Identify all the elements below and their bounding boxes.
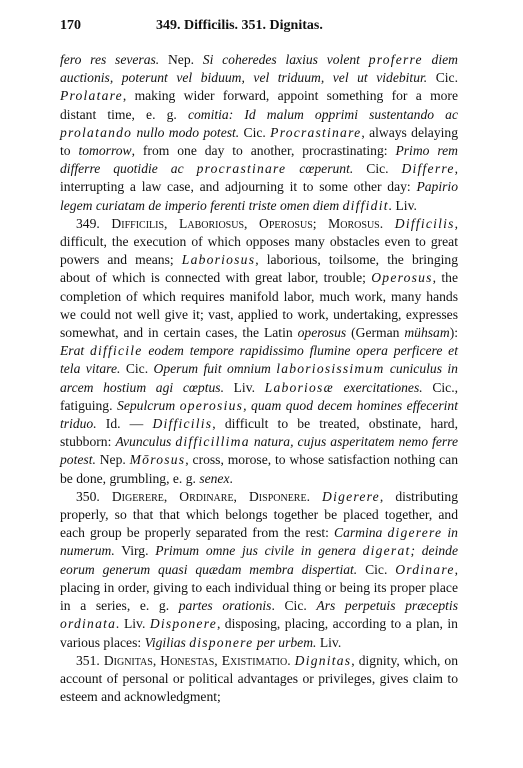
text-run: Id. — bbox=[96, 416, 153, 432]
spaced-latin-term: procrastinare bbox=[196, 161, 287, 177]
text-run: Nep. bbox=[159, 52, 203, 67]
text-run: Liv. bbox=[223, 379, 265, 395]
spaced-latin-term: difficile bbox=[90, 343, 143, 359]
italic-text: Papirio legem curiatam de imperio ferenti triste omen diem bbox=[60, 179, 458, 213]
italic-text: diem auctionis, poterunt vel biduum, vel triduum, vel ut videbitur. bbox=[60, 52, 458, 86]
text-run: , dignity, which, on account of personal or political advantages or privileges, gives claim to esteem and acknowledgment; bbox=[60, 652, 459, 705]
spaced-latin-term: difficillima bbox=[175, 434, 250, 450]
spaced-latin-term: Operosus bbox=[371, 270, 433, 286]
spaced-latin-term: ordinata bbox=[60, 616, 117, 632]
spaced-latin-term: digerat bbox=[362, 543, 411, 559]
text-run: , interrupting a law case, and adjourning it to some other day: bbox=[60, 161, 459, 195]
text-run: , the completion of which requires manifold labor, much work, many hands we could not well give it; vast, applied to work, undertaking, expresses somewhat, and in certain cases, the Latin bbox=[60, 270, 459, 341]
italic-text: Si coheredes laxius volent bbox=[202, 52, 369, 67]
small-caps-heading: Digerere, Ordinare, Disponere. bbox=[111, 488, 310, 504]
italic-text: Primo rem differre quotidie ac bbox=[60, 143, 458, 177]
spaced-latin-term: Prolatare bbox=[60, 88, 123, 104]
spaced-latin-term: laboriosissimum bbox=[276, 361, 385, 377]
spaced-latin-term: Difficilis bbox=[152, 416, 213, 432]
text-run: Cic. bbox=[353, 161, 402, 177]
spaced-latin-term: Procrastinare bbox=[270, 124, 362, 140]
text-run: Cic., fatiguing. bbox=[60, 379, 458, 413]
text-run: , distributing properly, so that that which belongs together be placed together, and each group be properly separated from the rest: bbox=[60, 488, 459, 541]
spaced-latin-term: Dignitas bbox=[294, 652, 352, 668]
text-run: Liv. bbox=[119, 616, 150, 632]
spaced-latin-term: digerere bbox=[387, 525, 443, 541]
italic-text: cuniculus in arcem hostium agi cœptus. bbox=[60, 361, 458, 395]
text-run: Liv. bbox=[316, 634, 342, 650]
entry-349-difficilis bbox=[60, 215, 458, 488]
running-header bbox=[60, 18, 458, 40]
italic-text: Avunculus bbox=[115, 434, 176, 450]
italic-text: exercitationes. bbox=[333, 379, 423, 395]
spaced-latin-term: Ordinare bbox=[395, 561, 455, 577]
spaced-latin-term: operosius bbox=[179, 397, 244, 413]
italic-text: operosus bbox=[297, 325, 347, 341]
page-number: 170 bbox=[60, 18, 81, 33]
italic-text: ; deinde eorum generum quasi quædam membra dispertiat. bbox=[60, 543, 458, 577]
italic-text: partes orationis bbox=[178, 598, 272, 614]
italic-text: Primum omne jus civile in genera bbox=[155, 543, 363, 559]
text-run: , difficult, the execution of which opposes many obstacles even to great powers and means; bbox=[60, 215, 459, 268]
italic-text: fero res severas. bbox=[60, 52, 160, 67]
text-run: Cic. bbox=[239, 124, 271, 140]
spaced-latin-term: Mōrosus bbox=[129, 452, 186, 468]
spaced-latin-term: disponere bbox=[189, 634, 254, 650]
italic-text: . bbox=[388, 197, 393, 213]
italic-text: Sepulcrum bbox=[117, 397, 180, 413]
italic-text: comitia: Id malum opprimi sustentando ac bbox=[187, 106, 459, 122]
text-run: 350. bbox=[76, 488, 112, 504]
italic-text: Operum fuit omnium bbox=[153, 361, 277, 377]
italic-text: in numerum. bbox=[60, 525, 458, 559]
italic-text: Vigilias bbox=[144, 634, 190, 650]
text-run: , making wider forward, appoint something for a more distant time, e. g. bbox=[60, 88, 458, 122]
spaced-latin-term: prolatando bbox=[60, 124, 133, 140]
text-run bbox=[383, 216, 395, 231]
text-run: Virg. bbox=[114, 543, 156, 559]
spaced-latin-term: Difficilis bbox=[394, 215, 455, 231]
italic-text: natura, cujus asperitatem nemo ferre potest. bbox=[60, 434, 458, 468]
text-run: . Cic. bbox=[271, 598, 317, 614]
italic-text: . bbox=[116, 616, 120, 632]
italic-text: Ars perpetuis præceptis bbox=[316, 598, 458, 614]
italic-text: mühsam bbox=[404, 325, 450, 341]
text-run: 351. bbox=[76, 652, 104, 668]
spaced-latin-term: diffidit bbox=[342, 197, 389, 213]
text-run bbox=[310, 489, 322, 504]
small-caps-heading: Difficilis, Laboriosus, Operosus; Morosus. bbox=[111, 215, 384, 231]
page-body bbox=[60, 51, 458, 706]
italic-text: eodem tempore rapidissimo flumine opera perficere et tela vitare. bbox=[60, 343, 458, 377]
spaced-latin-term: proferre bbox=[368, 52, 423, 67]
italic-text: cœperunt. bbox=[286, 161, 354, 177]
text-run: , always delaying to bbox=[60, 124, 458, 159]
spaced-latin-term: Differre bbox=[401, 161, 455, 177]
italic-text: Carmina bbox=[334, 525, 388, 541]
italic-text: , quam quod decem homines effecerint triduo. bbox=[60, 397, 458, 432]
spaced-latin-term: Digerere bbox=[322, 488, 380, 504]
italic-text: nullo modo potest. bbox=[132, 124, 240, 140]
text-run: Cic. bbox=[357, 561, 396, 577]
text-run: Liv. bbox=[392, 197, 417, 213]
text-run: , difficult to be treated, obstinate, hard, stubborn: bbox=[60, 416, 458, 450]
text-run: , cross, morose, to whose satisfaction nothing can be done, grumbling, e. g. bbox=[60, 452, 458, 486]
text-run: (German bbox=[346, 325, 405, 341]
spaced-latin-term: Disponere bbox=[149, 616, 217, 632]
text-run: , disposing, placing, according to a plan, in various places: bbox=[60, 616, 458, 650]
spaced-latin-term: Laboriosus bbox=[181, 252, 256, 268]
spaced-latin-term: Laboriosæ bbox=[264, 379, 334, 395]
italic-text: tomorrow bbox=[78, 143, 132, 159]
italic-text: per urbem. bbox=[253, 634, 317, 650]
book-page bbox=[60, 18, 458, 706]
entry-351-dignitas bbox=[60, 652, 458, 707]
text-run: , from one day to another, procrastinating: bbox=[131, 143, 396, 159]
italic-text: senex bbox=[199, 470, 230, 486]
text-run: 349. bbox=[76, 215, 112, 231]
text-run: ): bbox=[449, 325, 458, 341]
paragraph-continuation bbox=[60, 51, 458, 215]
text-run: , laborious, toilsome, the bringing about of which is connected with great labor, trouble; bbox=[60, 252, 459, 286]
entry-350-digerere bbox=[60, 488, 458, 652]
text-run: Nep. bbox=[95, 452, 130, 468]
text-run: . bbox=[229, 470, 233, 486]
text-run: Cic. bbox=[120, 361, 154, 377]
italic-text: Erat bbox=[60, 343, 91, 359]
running-title: 349. Difficilis. 351. Dignitas. bbox=[156, 18, 323, 33]
text-run: , placing in order, giving to each individual thing or being its proper place in a series, e. g. bbox=[60, 561, 458, 614]
text-run: Cic. bbox=[427, 70, 458, 86]
small-caps-heading: Dignitas, Honestas, Existimatio. bbox=[103, 652, 291, 668]
